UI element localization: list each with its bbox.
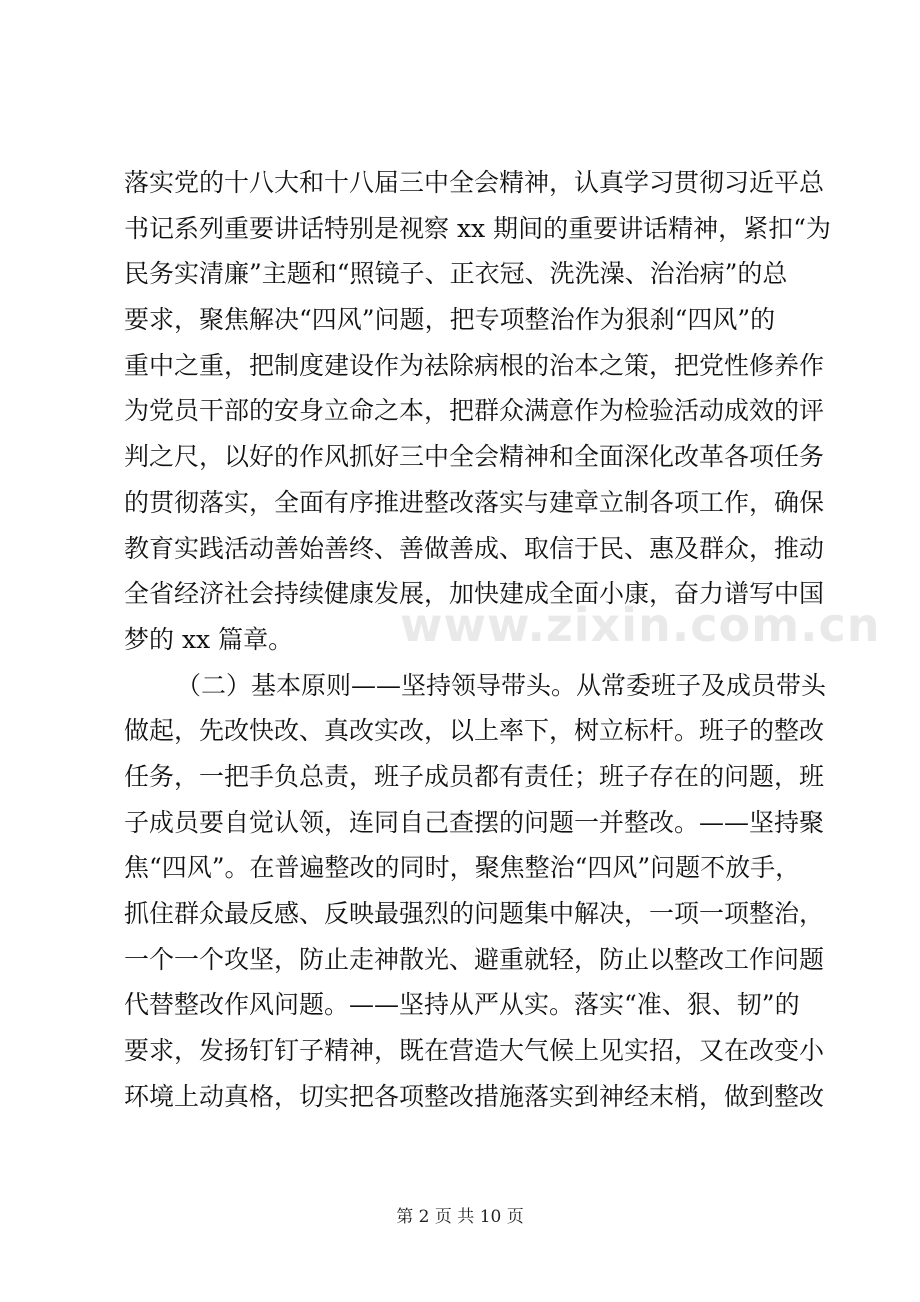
text-line-20: 要求，发扬钉钉子精神，既在营造大气候上见实招，又在改变小	[124, 1036, 825, 1066]
section-heading-line: （二）基本原则——坚持领导带头。从常委班子及成员带头	[176, 670, 827, 700]
text-line-21: 环境上动真格，切实把各项整改措施落实到神经末梢，做到整改	[124, 1081, 825, 1111]
text-line-14: 任务，一把手负总责，班子成员都有责任；班子存在的问题，班	[124, 761, 825, 791]
text-line-4: 要求，聚焦解决“四风”问题，把专项整治作为狠刹“四风”的	[124, 305, 776, 335]
text-line-17: 抓住群众最反感、反映最强烈的问题集中解决，一项一项整治，	[124, 899, 825, 928]
text-line-6: 为党员干部的安身立命之本，把群众满意作为检验活动成效的评	[124, 396, 825, 426]
text-line-19: 代替整改作风问题。——坚持从严从实。落实“准、狠、韧”的	[124, 990, 800, 1020]
text-line-9: 教育实践活动善始善终、善做善成、取信于民、惠及群众，推动	[124, 533, 825, 563]
text-line-8: 的贯彻落实，全面有序推进整改落实与建章立制各项工作，确保	[124, 487, 825, 517]
text-line-10: 全省经济社会持续健康发展，加快建成全面小康，奋力谱写中国	[124, 579, 825, 609]
text-line-13: 做起，先改快改、真改实改，以上率下，树立标杆。班子的整改	[124, 716, 825, 746]
text-line-1: 落实党的十八大和十八届三中全会精神，认真学习贯彻习近平总	[124, 168, 825, 197]
text-line-3: 民务实清廉”主题和“照镜子、正衣冠、洗洗澡、治治病”的总	[124, 259, 788, 289]
text-line-15: 子成员要自觉认领，连同自己查摆的问题一并整改。——坚持聚	[124, 807, 825, 837]
text-line-11: 梦的 xx 篇章。	[124, 624, 294, 654]
text-line-18: 一个一个攻坚，防止走神散光、避重就轻，防止以整改工作问题	[124, 944, 825, 974]
watermark: www.zixin.com.cn	[400, 598, 881, 652]
page-number-footer: 第 2 页 共 10 页	[396, 1207, 524, 1227]
text-line-7: 判之尺，以好的作风抓好三中全会精神和全面深化改革各项任务	[124, 442, 825, 472]
text-line-2: 书记系列重要讲话特别是视察 xx 期间的重要讲话精神，紧扣“为	[124, 213, 831, 243]
text-line-16: 焦“四风”。在普遍整改的同时，聚焦整治“四风”问题不放手，	[124, 853, 801, 883]
text-line-5: 重中之重，把制度建设作为祛除病根的治本之策，把党性修养作	[124, 350, 825, 380]
